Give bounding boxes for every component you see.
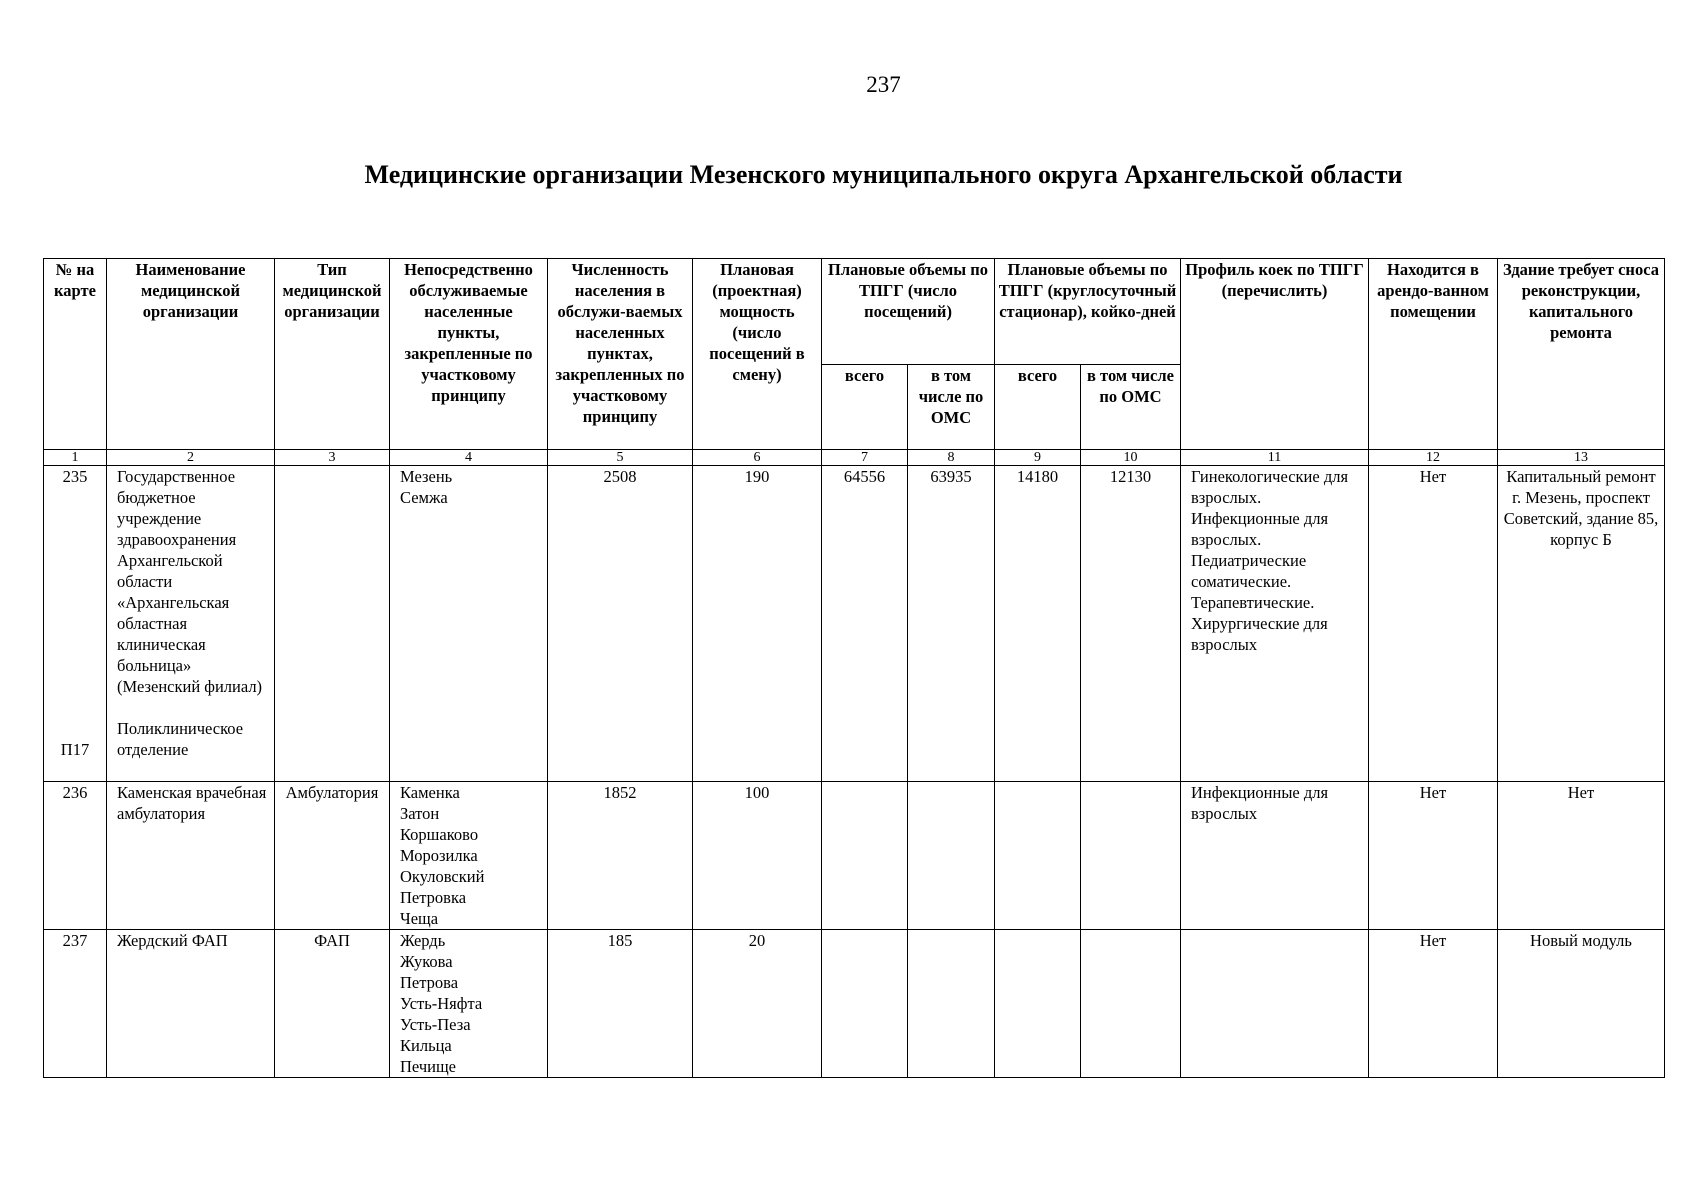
map-number: 236 (44, 782, 107, 930)
beds-total (995, 930, 1081, 1078)
bed-profile: Инфекционные для взрослых (1181, 782, 1369, 930)
table-row (44, 466, 1665, 782)
header-visits-oms: в том числе по ОМС (908, 365, 995, 450)
settlements: Мезень Семжа (390, 466, 548, 782)
column-number: 9 (995, 450, 1081, 466)
repair: Капитальный ремонт г. Мезень, проспект Советский, здание 85, корпус Б (1498, 466, 1665, 782)
table-row (44, 782, 1665, 930)
organizations-table (43, 258, 1665, 1078)
column-numbers-row (44, 450, 1665, 466)
capacity: 190 (693, 466, 822, 782)
column-number: 4 (390, 450, 548, 466)
map-number: 235 (62, 467, 88, 486)
header-map-number: № на карте (44, 259, 107, 450)
org-name: Жердский ФАП (107, 930, 275, 1078)
column-number: 11 (1181, 450, 1369, 466)
beds-oms: 12130 (1081, 466, 1181, 782)
rented: Нет (1369, 782, 1498, 930)
org-type: Амбулатория (275, 782, 390, 930)
header-visits-total: всего (822, 365, 908, 450)
document-title: Медицинские организации Мезенского муниципального округа Архангельской области (364, 160, 1403, 189)
rented: Нет (1369, 930, 1498, 1078)
map-number: 237 (44, 930, 107, 1078)
column-number: 6 (693, 450, 822, 466)
header-beds-total: всего (995, 365, 1081, 450)
header-org-type: Тип медицинской организации (275, 259, 390, 450)
population: 2508 (548, 466, 693, 782)
org-name: Каменская врачебная амбулатория (107, 782, 275, 930)
visits-oms (908, 930, 995, 1078)
column-number: 5 (548, 450, 693, 466)
org-name-cell (107, 466, 275, 782)
header-org-name: Наименование медицинской организации (107, 259, 275, 450)
visits-total: 64556 (822, 466, 908, 782)
header-row-1 (44, 259, 1665, 365)
column-number: 8 (908, 450, 995, 466)
map-number-cell (44, 466, 107, 782)
beds-total (995, 782, 1081, 930)
capacity: 20 (693, 930, 822, 1078)
org-type: ФАП (275, 930, 390, 1078)
org-subname: Поликлиническое отделение (117, 719, 244, 759)
column-number: 13 (1498, 450, 1665, 466)
header-capacity: Плановая (проектная) мощность (число посещений в смену) (693, 259, 822, 450)
visits-oms (908, 782, 995, 930)
rented: Нет (1369, 466, 1498, 782)
header-population: Численность населения в обслужи-ваемых населенных пунктах, закрепленных по участковому принципу (548, 259, 693, 450)
header-bed-profile: Профиль коек по ТПГГ (перечислить) (1181, 259, 1369, 450)
repair: Новый модуль (1498, 930, 1665, 1078)
bed-profile (1181, 930, 1369, 1078)
beds-total: 14180 (995, 466, 1081, 782)
beds-oms (1081, 782, 1181, 930)
settlements: Жердь Жукова Петрова Усть-Няфта Усть-Пеза Кильца Печище (390, 930, 548, 1078)
bed-profile: Гинекологические для взрослых. Инфекционные для взрослых. Педиатрические соматические. Терапевтические. Хирургические для взрослых (1181, 466, 1369, 782)
column-number: 1 (44, 450, 107, 466)
visits-total (822, 930, 908, 1078)
header-repair: Здание требует сноса реконструкции, капитального ремонта (1498, 259, 1665, 450)
header-visits-group: Плановые объемы по ТПГГ (число посещений) (822, 259, 995, 365)
capacity: 100 (693, 782, 822, 930)
map-subnumber: П17 (60, 740, 90, 759)
beds-oms (1081, 930, 1181, 1078)
column-number: 10 (1081, 450, 1181, 466)
table-row (44, 930, 1665, 1078)
repair: Нет (1498, 782, 1665, 930)
visits-total (822, 782, 908, 930)
population: 185 (548, 930, 693, 1078)
header-rented: Находится в арендо-ванном помещении (1369, 259, 1498, 450)
header-settlements: Непосредственно обслуживаемые населенные пункты, закрепленные по участковому принципу (390, 259, 548, 450)
column-number: 2 (107, 450, 275, 466)
population: 1852 (548, 782, 693, 930)
settlements: Каменка Затон Коршаково Морозилка Окуловский Петровка Чеща (390, 782, 548, 930)
header-beds-group: Плановые объемы по ТПГГ (круглосуточный стационар), койко-дней (995, 259, 1181, 365)
org-name: Государственное бюджетное учреждение здравоохранения Архангельской области «Архангельская областная клиническая больница» (Мезенский филиал) (117, 467, 263, 696)
page-number: 237 (866, 72, 901, 97)
org-type (275, 466, 390, 782)
header-beds-oms: в том числе по ОМС (1081, 365, 1181, 450)
column-number: 12 (1369, 450, 1498, 466)
column-number: 7 (822, 450, 908, 466)
visits-oms: 63935 (908, 466, 995, 782)
column-number: 3 (275, 450, 390, 466)
